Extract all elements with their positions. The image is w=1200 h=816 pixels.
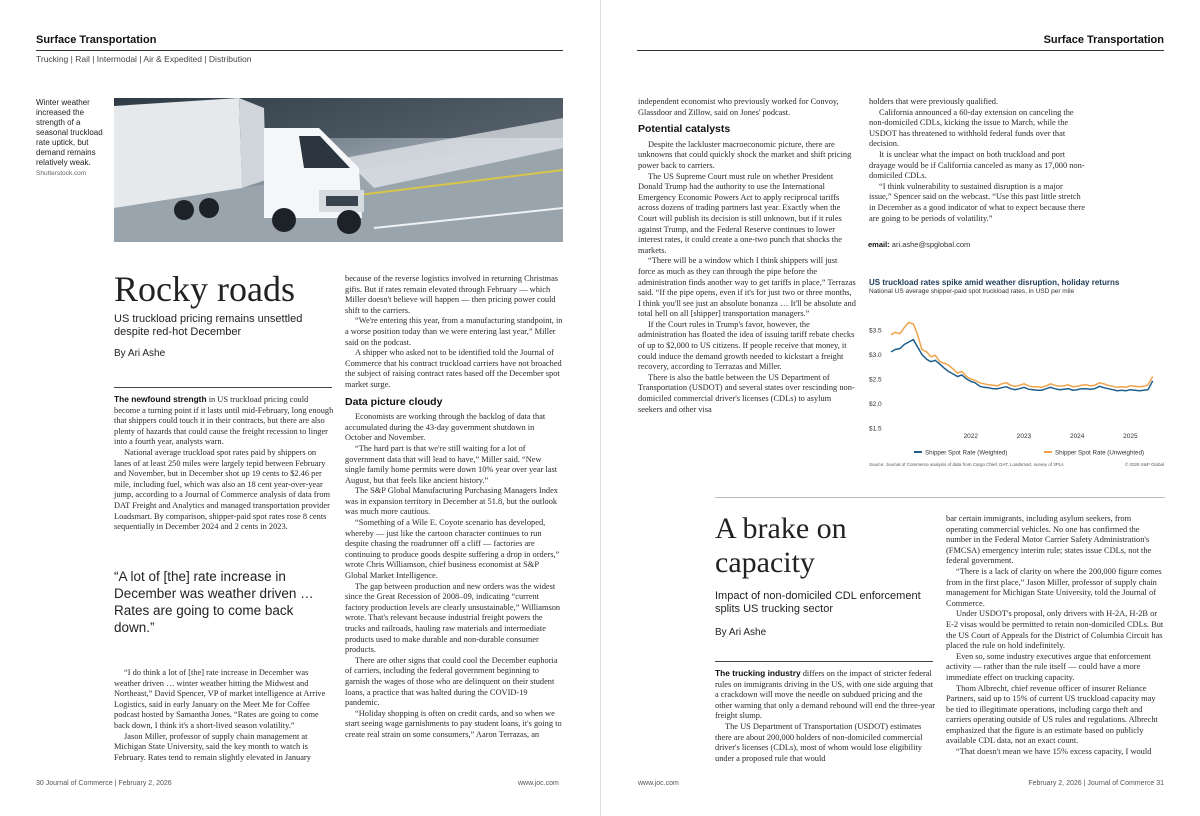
x-tick-label: 2025 [1123, 433, 1138, 440]
paragraph: differs on the impact of stricter federal rules on immigrants driving in the US, with one side arguing that a crackdown will move the needle on subdued pricing and the other warning that only a demand rebound will end the three-year freight slump. [715, 669, 935, 721]
paragraph: It is unclear what the impact on both truckload and port drayage would be if California canceled as many as 17,000 non-domiciled CDLs. [869, 149, 1085, 181]
subheading: Potential catalysts [638, 123, 731, 136]
headline: A brake on capacity [715, 512, 847, 579]
paragraph: A shipper who asked not to be identified told the Journal of Commerce that his contract truckload carriers have not broached the subject of raising contract rates based off the December spot market surge. [345, 348, 562, 389]
page-footer: February 2, 2026 | Journal of Commerce 31 [1028, 780, 1164, 787]
article-column-1-bottom [114, 668, 334, 763]
y-tick-label: $3.0 [869, 351, 882, 359]
x-tick-label: 2023 [1016, 433, 1032, 440]
chart-source [869, 462, 1164, 467]
paragraph: If the Court rules in Trump's favor, however, the administration has floated the idea of issuing tariff rebate checks of up to $2,000 to US citizens. If people receive that money, it could induce the demand growth needed to kickstart a freight recovery, according to Terrazas and Miller. [638, 319, 855, 372]
article-column-1 [114, 394, 334, 533]
legend-label: Shipper Spot Rate (Weighted) [925, 449, 1008, 457]
photo-caption-text: Winter weather increased the strength of a seasonal truckload rate uptick, but demand remains relatively weak. [36, 98, 103, 167]
paragraph: independent economist who previously worked for Convoy, Glassdoor and Zillow, said on Jones' podcast. [638, 97, 839, 117]
email-link[interactable]: ari.ashe@spglobal.com [891, 240, 971, 249]
article-column-6 [946, 514, 1164, 758]
series-line [891, 323, 1153, 388]
paragraph: There are other signs that could cool the December euphoria of carriers, including the federal government beginning to garnish the wages of those who are delinquent on their student loans, a practice that was halted during the COVID-19 pandemic. [345, 655, 558, 708]
paragraph: National average truckload spot rates paid by shippers on lanes of at least 250 miles were largely tepid between February and November, but in December shot up 19 cents to $2.46 per mile, including fuel, which was also an 18 cent year-over-year jump, according to a Journal of Commerce analysis of data from DAT Freight and Analytics and managed transportation provider Loadsmart. By comparison, shipper-paid spot rates rose 8 cents sequentially in December 2024 and 2 cents in 2023. [114, 447, 331, 532]
pull-quote: “A lot of [the] rate increase in December was weather driven … Rates are going to come back down.” [114, 569, 314, 635]
lead-in: The newfound strength [114, 394, 207, 404]
paragraph: “That doesn't mean we have 15% excess capacity, I would [956, 747, 1152, 757]
paragraph: “I do think a lot of [the] rate increase in December was weather driven … winter weather hitting the Midwest and Northeast,” David Spencer, VP of market intelligence at Arrive Logistics, said in early January on the Meet Me for Coffee podcast hosted by Samantha Jones. “Rates are going to come back down, I think it's a short-lived season volatility.” [114, 668, 326, 730]
paragraph: Even so, some industry executives argue that enforcement activity — rather than the rule itself — could have a more immediate effect on trucking capacity. [946, 651, 1151, 682]
section-label: Surface Transportation [36, 34, 157, 46]
article-column-3 [638, 97, 856, 415]
footer-url: www.joc.com [638, 780, 679, 787]
legend-label: Shipper Spot Rate (Unweighted) [1055, 449, 1145, 457]
chart-copyright: © 2026 S&P Global [1124, 462, 1164, 467]
paragraph: “There will be a window which I think shippers will just force as much as they can through the pipe before the administration finds another way to get tariffs in place,” Terrazas said. “If the pipe opens, even if it's for just two or three months, I think you'll see just an absolute bonanza … It'll be absolute and total hell on all [shipper] transportation managers.” [638, 256, 856, 319]
paragraph: There is also the battle between the US Department of Transportation (USDOT) and several states over rescinding non-domiciled commercial driver's licenses (CDLs) to asylum seekers and other visa [638, 372, 855, 414]
deck: Impact of non-domiciled CDL enforcement splits US trucking sector [715, 590, 921, 615]
page-footer: 30 Journal of Commerce | February 2, 2026 [36, 780, 172, 787]
paragraph: “Holiday shopping is often on credit cards, and so when we start seeing wage garnishments to pay student loans, it's going to create real strain on some consumers,” Aaron Terrazas, an [345, 708, 562, 739]
chart-title: US truckload rates spike amid weather disruption, holiday returns [869, 278, 1120, 287]
subnav: Trucking | Rail | Intermodal | Air & Expedited | Distribution [36, 54, 252, 64]
paragraph: in US truckload pricing could become a turning point if it lasts until mid-February, long enough that shippers could touch it in their contracts, but there are also plenty of hazards that could cause the freight recession to linger into a fourth year, analysts warn. [114, 395, 334, 447]
article-column-5 [715, 668, 935, 764]
paragraph: “The hard part is that we're still waiting for a lot of government data that will lead to have,” Miller said. “New single family home permits were down 10% year over year last August, but that feels like ancient history.” [345, 443, 558, 485]
article-column-2 [345, 274, 563, 741]
y-tick-label: $3.5 [869, 327, 882, 335]
byline: By Ari Ashe [114, 348, 166, 359]
line-chart [869, 300, 1164, 460]
chart-source-text: Source: Journal of Commerce analysis of data from Cargo Chief, DAT, Loadsmart, survey of 3PLs [869, 462, 1064, 467]
article-column-4 [869, 97, 1087, 224]
paragraph: bar certain immigrants, including asylum seekers, from operating commercial vehicles. No one has confirmed the number in the Federal Motor Carrier Safety Administration's (FMCSA) emergency interim rule; states issue CDLs, not the federal government. [946, 514, 1152, 566]
paragraph: “We're entering this year, from a manufacturing standpoint, in a worse position today than we were entering last year,” Miller said on the podcast. [345, 316, 563, 347]
paragraph: The US Department of Transportation (USDOT) estimates there are about 200,000 holders of non-domiciled commercial driver's licenses (CDLs), most of whom would lose eligibility under a proposed rule that would [715, 721, 923, 763]
chart-subtitle: National US average shipper-paid spot truckload rates, in USD per mile [869, 288, 1075, 295]
paragraph: holders that were previously qualified. [869, 97, 999, 106]
lead-in: The trucking industry [715, 668, 801, 678]
deck: US truckload pricing remains unsettled despite red-hot December [114, 313, 303, 338]
x-tick-label: 2022 [963, 433, 979, 440]
article-rule [114, 387, 332, 388]
truck-photo [114, 98, 563, 242]
y-tick-label: $2.5 [869, 376, 882, 384]
paragraph: because of the reverse logistics involved in returning Christmas gifts. But if rates remain elevated through February — which Miller doesn't believe will happen — then pricing power could shift to the carriers. [345, 274, 559, 315]
paragraph: Jason Miller, professor of supply chain management at Michigan State University, said the key month to watch is February. Rates tend to remain slightly elevated in January [114, 731, 311, 762]
section-rule [637, 50, 1164, 51]
y-tick-label: $2.0 [869, 400, 882, 408]
paragraph: The S&P Global Manufacturing Purchasing Managers Index was in expansion territory in December at 51.8, but the outlook was much more cautious. [345, 486, 558, 517]
paragraph: Thom Albrecht, chief revenue officer of insurer Reliance Partners, said up to 15% of current US truckload capacity may be tied to illegitimate operations, including cargo theft and carriers operating outside of US rules and regulations. Albrecht emphasized that the figure is an estimate based on publicly available CDL data, not an exact count. [946, 683, 1158, 746]
photo-credit: Shutterstock.com [36, 170, 87, 177]
photo-caption [36, 98, 104, 179]
section-label: Surface Transportation [1043, 34, 1164, 46]
paragraph: “Something of a Wile E. Coyote scenario has developed, whereby — just like the cartoon character continues to run despite chasing the roadrunner off a cliff — factories are continuing to produce goods despite suffering a drop in orders,” wrote Chris Williamson, chief business economist at S&P Global Market Intelligence. [345, 518, 560, 581]
footer-url: www.joc.com [518, 780, 559, 787]
author-email [868, 240, 970, 249]
paragraph: The gap between production and new orders was the widest since the Great Recession of 2008–09, indicating “current factory production levels are clearly unsustainable,” Williamson wrote. That's relevant because industrial freight powers the trucks and railroads, hauling raw materials and intermediate products used to make durable and non-durable consumer products. [345, 581, 561, 655]
paragraph: “I think vulnerability to sustained disruption is a major issue,” Spencer said on the webcast. “Use this past little stretch in December as a good indicator of what to expect because there are going to be periods of volatility.” [869, 181, 1086, 223]
paragraph: California announced a 60-day extension on canceling the non-domiciled CDLs, kicking the issue to March, while the USDOT has threatened to withhold federal funds over that decision. [869, 107, 1074, 149]
byline: By Ari Ashe [715, 627, 767, 638]
section-rule [36, 50, 563, 51]
paragraph: “There is a lack of clarity on where the 200,000 figure comes from in the first place,” Jason Miller, professor of supply chain management for Michigan State University, told the Journal of Commerce. [946, 566, 1162, 608]
x-tick-label: 2024 [1069, 433, 1085, 440]
paragraph: Under USDOT's proposal, only drivers with H-2A, H-2B or E-2 visas would be permitted to retain non-domiciled CDLs. But the US Court of Appeals for the District of Columbia Circuit has placed the rule on hold indefinitely. [946, 609, 1164, 651]
paragraph: The US Supreme Court must rule on whether President Donald Trump had the authority to use the International Emergency Economic Powers Act to apply reciprocal tariffs across dozens of trading partners last year. Exactly when the Court will publish its decision is still unknown, but if it rules against Trump, and the Federal Reserve continues to lower interest rates, it could create a one-two punch that shocks the markets. [638, 171, 842, 255]
subheading: Data picture cloudy [345, 395, 443, 408]
article-rule [715, 661, 933, 662]
paragraph: Economists are working through the backlog of data that accumulated during the 43-day government shutdown in October and November. [345, 412, 546, 443]
email-label: email: [868, 240, 890, 249]
paragraph: Despite the lackluster macroeconomic picture, there are unknowns that could quickly shock the market and shift pricing power back to carriers. [638, 139, 852, 170]
headline: Rocky roads [114, 269, 295, 309]
story-divider [715, 497, 1165, 498]
series-line [891, 340, 1153, 391]
y-tick-label: $1.5 [869, 425, 882, 433]
